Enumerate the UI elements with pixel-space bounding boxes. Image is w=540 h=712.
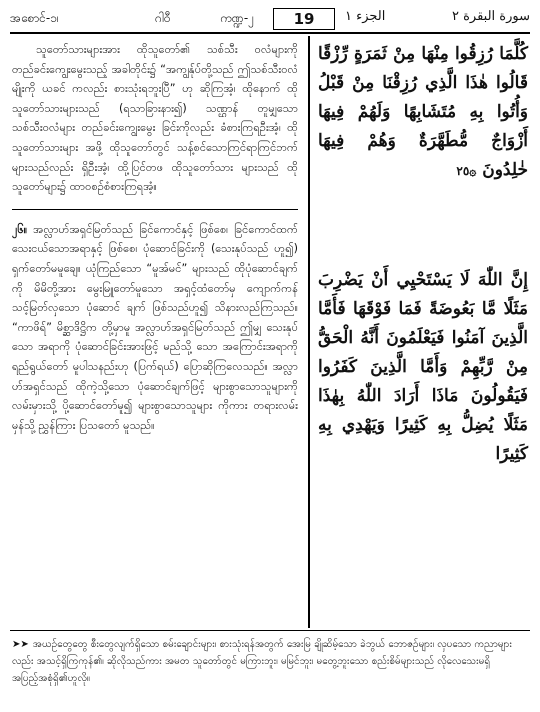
footnote-arrow-icon: ➤➤	[12, 639, 29, 650]
footnote-rule	[10, 630, 530, 631]
chapter-label: ဂါဝီ	[155, 11, 171, 25]
arabic-verse-25-text: كُلَّمَا رُزِقُوا مِنْهَا مِنْ ثَمَرَةٍ رِّزْقًا قَالُوا هٰذَا الَّذِي رُزِقْنَا مِنْ قَبْلُ وَأُتُوا بِهِ مُتَشَابِهًا وَلَهُمْ فِيهَا أَزْوَاجٌ مُّطَهَّرَةٌ وَهُمْ فِيهَا خٰلِدُونَ	[318, 44, 528, 180]
arabic-verse-25	[318, 40, 528, 186]
arabic-verse-26: إِنَّ اللّٰهَ لَا يَسْتَحْيِي أَنْ يَضْرِبَ مَثَلًا مَّا بَعُوضَةً فَمَا فَوْقَهَا فَأَمَّا الَّذِينَ آمَنُوا فَيَعْلَمُونَ أَنَّهُ الْحَقُّ مِنْ رَّبِّهِمْ وَأَمَّا الَّذِينَ كَفَرُوا فَيَقُولُونَ مَاذَا أَرَادَ اللّٰهُ بِهٰذَا مَثَلًا يُضِلُّ بِهِ كَثِيرًا وَيَهْدِي بِهِ كَثِيرًا	[318, 270, 528, 464]
translation-column	[12, 40, 298, 435]
translation-paragraph-26-text: အလ္လာဟ်အရှင်မြတ်သည် ခြင်ကောင်နှင့် ဖြစ်စေ၊ ခြင်ကောင်ထက် သေးငယ်သောအရာနှင့် ဖြစ်စေ၊ ပုံဆောင်ခြင်းကို (သေးနုပ်သည် ဟူ၍) ရှက်တော်မမူချေ။ ယုံကြည်သော “မူအ်မင်” များသည် ထိုပုံဆောင်ချက်ကို မိမိတို့အား မွေးမြူတော်မူသော အရှင့်ထံတော်မှ ကျောက်ကန် သင့်မြတ်လှသော ပုံဆောင် ချက် ဖြစ်သည်ဟူ၍ သိနားလည်ကြသည်။ “ကာဖိရ်” မိစ္ဆာဒိဋ္ဌိက တို့မှာမူ အလ္လာဟ်အရှင်မြတ်သည် ဤမျှ သေးနုပ်သော အရာကို ပုံဆောင်ခြင်းအားဖြင့် မည်သို့ သော အကြောင်းအရာကို ရည်ရွယ်တော် မူပါသနည်းဟု (ပြက်ရယ်) ပြောဆိုကြလေသည်။ အလ္လာဟ်အရှင်သည် ထိုကဲ့သို့သော ပုံဆောင်ချက်ဖြင့် များစွာသောသူများကို လမ်းမှားသို့ ပို့ဆောင်တော်မူ၍ များစွာသောသူများ ကိုကား တရားလမ်းမှန်သို့ ညွှန်ကြား ပြသတော် မူသည်။	[12, 222, 298, 432]
paragraph-separator	[12, 209, 298, 210]
volume-label: အစောင်-၁၊	[10, 11, 59, 25]
ayah-marker: ۞٢٥	[456, 164, 477, 178]
page-number: 19	[273, 8, 335, 30]
juz-label: الجزء ۱	[345, 9, 386, 24]
page-header	[10, 8, 530, 30]
column-divider	[308, 36, 310, 628]
translation-paragraph-26	[12, 220, 298, 436]
verse-number: ၂၆။	[12, 222, 28, 236]
translation-paragraph-25: သူတော်သားများအား ထိုသူတော်၏ သစ်သီး ဝလံများကို တည်ခင်းကျွေးမွေးသည့် အခါတိုင်း၌ “အကျွန်ုပ်တို့သည် ဤသစ်သီးဝလံမျိုးကို ယခင် ကလည်း စားသုံးရဘူးပြီ” ဟု ဆိုကြအံ့၊ ထိုနောက် ထိုသူတော်သားများသည် (ရသာခြားနား၍) သဏ္ဌာန် တူမျှသော သစ်သီးဝလံများ တည်ခင်းကျွေးမွေး ခြင်းကိုလည်း ခံစားကြရဦးအံ့၊ ထိုသူတော်သားများ အဖို့ ထိုသူတော်တွင် သန့်စင်သောကြင်ရာကြင်ဘက် များသည်လည်း ရှိဦးအံ့၊ ထို့ပြင်တဖ ထိုသူတော်သား များသည် ထိုသူတော်များ၌ ထာဝစဉ်စံစားကြရအံ့။	[12, 43, 298, 194]
header-rule	[10, 32, 530, 34]
footnote	[12, 636, 528, 687]
arabic-column	[318, 40, 528, 469]
section-label: ကဏ္ဍ-၂	[220, 11, 255, 25]
surah-label: سورة البقرة ۲	[451, 9, 530, 24]
footnote-text: အယဉ်တွေတွေ စီးတွေလျက်ရှိသော စမ်းချောင်းများ၊ စားသုံးရန်အတွက် အေးမြ ချိုဆိမ့်သော ခဲဘွယ် ဘောဇဉ်များ၊ လှပသော ကညာများလည်း အသင့်ရှိကြကုန်၏၊ ဆိုလိုသည်ကား အမတ သူတော်တွင် မကြားဘူး၊ မမြင်ဘူး၊ မတွေ့ဘူးသော စည်းစိမ်များသည် လိုလေသေးမရှိ အပြည့်အစုံရှိ၏ဟူလို။	[12, 639, 512, 684]
